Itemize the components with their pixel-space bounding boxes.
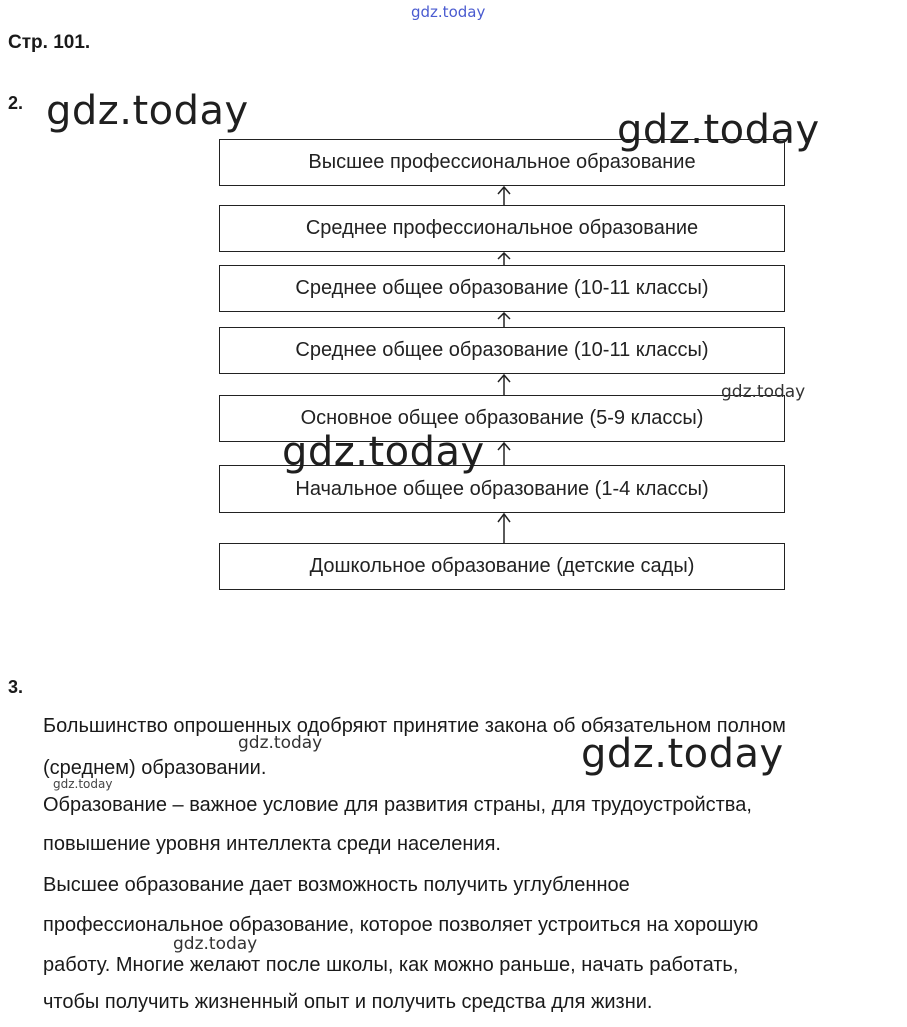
box-primary-general: Начальное общее образование (1-4 классы)	[219, 465, 785, 513]
arrow-up-icon	[496, 312, 512, 327]
watermark-top: gdz.today	[411, 3, 486, 21]
box-secondary-general-1: Среднее общее образование (10-11 классы)	[219, 265, 785, 312]
watermark-small-2: gdz.today	[238, 733, 323, 753]
paragraph-line: Образование – важное условие для развития страны, для трудоустройства,	[43, 794, 752, 816]
box-secondary-general-2: Среднее общее образование (10-11 классы)	[219, 327, 785, 374]
paragraph-line: работу. Многие желают после школы, как можно раньше, начать работать,	[43, 954, 739, 976]
task-3-number: 3.	[8, 677, 24, 697]
paragraph-line: Высшее образование дает возможность получить углубленное	[43, 874, 630, 896]
arrow-up-icon	[496, 374, 512, 396]
arrow-up-icon	[496, 513, 512, 543]
watermark-large-2: gdz.today	[617, 107, 820, 153]
watermark-large-4: gdz.today	[581, 731, 784, 777]
watermark-large-3: gdz.today	[282, 429, 485, 475]
paragraph-line: чтобы получить жизненный опыт и получить средства для жизни.	[43, 991, 653, 1013]
paragraph-line: профессиональное образование, которое позволяет устроиться на хорошую	[43, 914, 759, 936]
paragraph-line: повышение уровня интеллекта среди населения.	[43, 833, 501, 855]
watermark-small-3: gdz.today	[173, 934, 258, 954]
watermark-tiny-1: gdz.today	[53, 777, 113, 791]
arrow-up-icon	[496, 186, 512, 206]
arrow-up-icon	[496, 252, 512, 266]
watermark-large-1: gdz.today	[46, 88, 249, 134]
paragraph-line: (среднем) образовании.	[43, 757, 267, 779]
box-basic-general: Основное общее образование (5-9 классы)	[219, 395, 785, 442]
task-2-number: 2.	[8, 93, 24, 113]
box-higher-professional: Высшее профессиональное образование	[219, 139, 785, 186]
box-secondary-professional: Среднее профессиональное образование	[219, 205, 785, 252]
page-title: Стр. 101.	[8, 32, 91, 53]
paragraph-line: Большинство опрошенных одобряют принятие закона об обязательном полном	[43, 715, 786, 737]
arrow-up-icon	[496, 442, 512, 466]
box-preschool: Дошкольное образование (детские сады)	[219, 543, 785, 590]
watermark-small-1: gdz.today	[721, 382, 806, 402]
